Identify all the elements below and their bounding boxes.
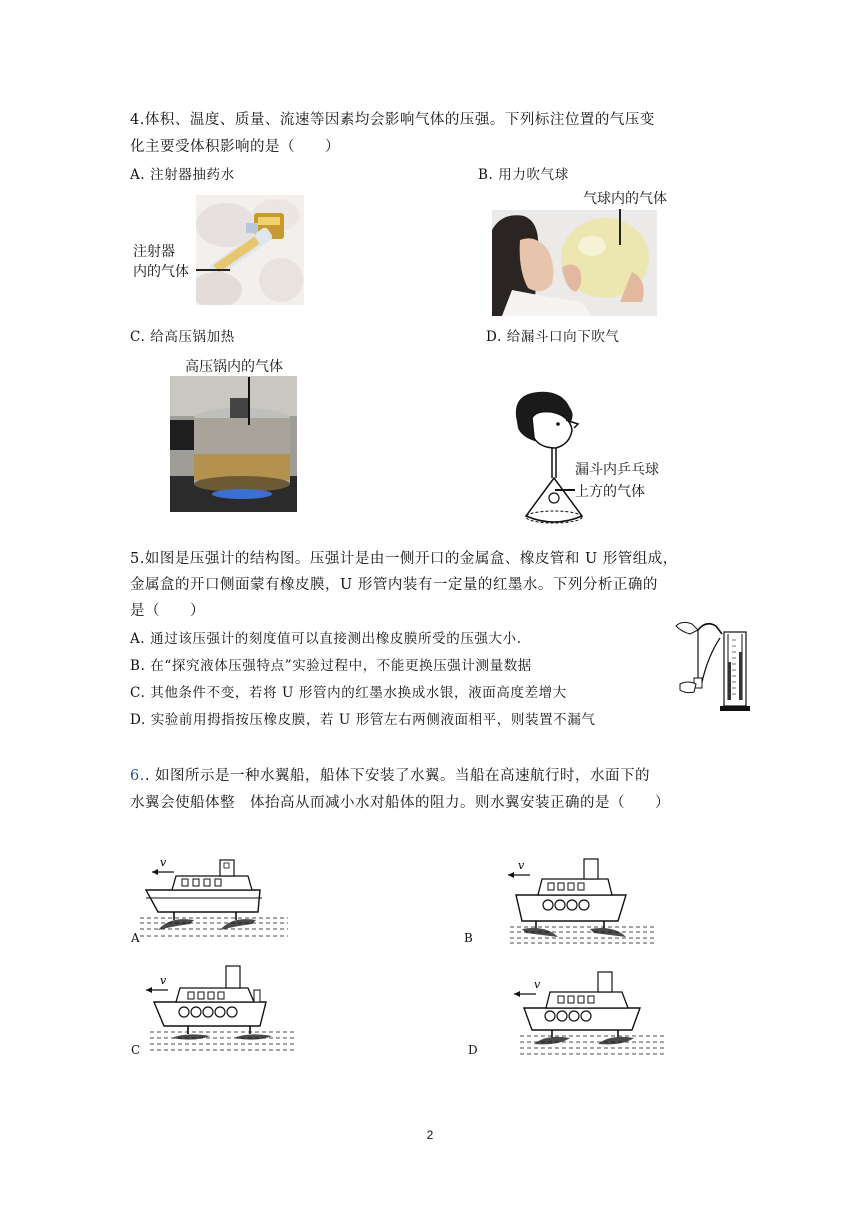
boat-b-label: B — [464, 931, 473, 945]
q4-stem-line2: 化主要受体积影响的是（ ） — [130, 139, 340, 155]
cooker-pointer-line — [248, 377, 250, 425]
boat-c-drawing — [140, 962, 300, 1054]
syringe-photo — [196, 195, 304, 305]
q5-stem-line3: 是（ ） — [130, 603, 205, 619]
boat-b-velocity: v — [518, 859, 525, 872]
q5-option-d: D. 实验前用拇指按压橡皮膜，若 U 形管左右两侧液面相平，则装置不漏气 — [130, 712, 596, 728]
balloon-photo — [492, 210, 657, 316]
q4-stem-line1: 4.体积、温度、质量、流速等因素均会影响气体的压强。下列标注位置的气压变 — [130, 112, 655, 128]
boat-d-label: D — [468, 1043, 478, 1057]
q5-stem-line1: 5.如图是压强计的结构图。压强计是由一侧开口的金属盒、橡皮管和 U 形管组成， — [130, 551, 678, 567]
boat-d-velocity: v — [534, 978, 541, 991]
q5-option-c: C. 其他条件不变，若将 U 形管内的红墨水换成水银，液面高度差增大 — [130, 685, 567, 701]
pressure-cooker-photo — [170, 376, 297, 512]
manometer-drawing — [672, 616, 756, 716]
funnel-label-line2: 上方的气体 — [575, 484, 645, 500]
boat-c-velocity: v — [160, 974, 167, 987]
q6-stem-line1 — [130, 764, 650, 785]
syringe-label-line1: 注射器 — [133, 244, 175, 260]
q5-option-a: A. 通过该压强计的刻度值可以直接测出橡皮膜所受的压强大小. — [130, 631, 522, 647]
boat-d-drawing — [510, 968, 670, 1060]
boat-b-drawing — [500, 855, 660, 945]
q4-option-c: C. 给高压锅加热 — [130, 329, 235, 345]
boat-a-label: A — [131, 931, 140, 945]
boat-a-velocity: v — [160, 856, 167, 869]
syringe-label-line2: 内的气体 — [133, 264, 189, 280]
q4-option-a: A. 注射器抽药水 — [130, 167, 235, 183]
boat-c-label: C — [131, 1043, 141, 1057]
balloon-pointer-line — [619, 209, 621, 245]
q5-option-b: B. 在“探究液体压强特点”实验过程中，不能更换压强计测量数据 — [130, 658, 532, 674]
balloon-label: 气球内的气体 — [583, 191, 667, 207]
q4-option-b: B. 用力吹气球 — [478, 167, 569, 183]
funnel-pointer-line — [555, 489, 575, 491]
page-number: 2 — [426, 1128, 434, 1142]
q5-stem-line2: 金属盒的开口侧面蒙有橡皮膜，U 形管内装有一定量的红墨水。下列分析正确的 — [130, 577, 658, 593]
funnel-label-line1: 漏斗内乒乓球 — [575, 462, 659, 478]
boat-a-drawing — [140, 850, 290, 940]
q4-option-d: D. 给漏斗口向下吹气 — [486, 329, 620, 345]
syringe-pointer-line — [196, 269, 230, 271]
q6-number: 6. — [130, 768, 145, 784]
funnel-drawing — [496, 386, 606, 526]
cooker-label: 高压锅内的气体 — [185, 359, 283, 375]
q6-stem-line1-text: . 如图所示是一种水翼船，船体下安装了水翼。当船在高速航行时，水面下的 — [144, 768, 651, 784]
q6-stem-line2: 水翼会使船体整 体抬高从而减小水对船体的阻力。则水翼安装正确的是（ ） — [130, 795, 670, 811]
